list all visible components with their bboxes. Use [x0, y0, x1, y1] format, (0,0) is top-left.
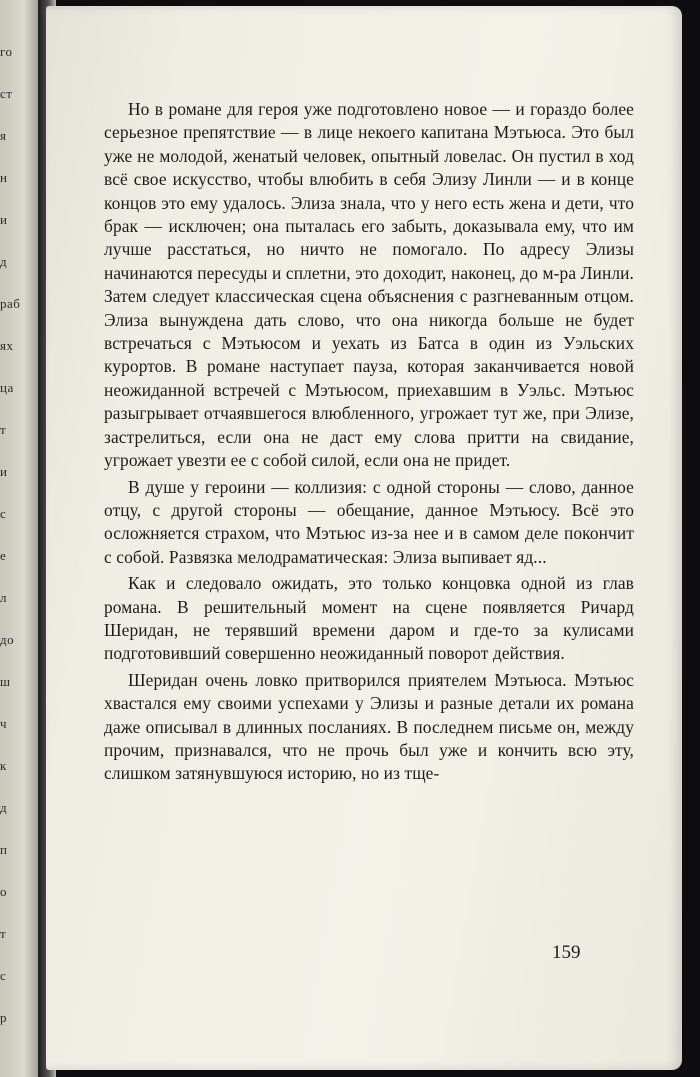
facing-page-text: к	[0, 758, 7, 773]
facing-page-text: т	[0, 422, 7, 437]
facing-page-text: го	[0, 44, 13, 59]
facing-page-text: ст	[0, 86, 13, 101]
facing-page-text: н	[0, 170, 8, 185]
book-page	[46, 6, 682, 1070]
paragraph-3: Как и следовало ожидать, это только концовка одной из глав романа. В решительный момент на сцене появляется Ричард Шеридан, не терявший времени даром и где-то за кулисами подготовивший совершенно неожиданный поворот действия.	[104, 573, 634, 664]
facing-page-text: раб	[0, 296, 21, 311]
facing-page-text: о	[0, 884, 7, 899]
facing-page-text: с	[0, 506, 7, 521]
facing-page-text: е	[0, 548, 7, 563]
paragraph-4: Шеридан очень ловко притворился приятелем Мэтьюса. Мэтьюс хвастался ему своими успехами у Элизы и разные детали их романа даже описывал в длинных посланиях. В последнем письме он, между прочим, признавался, что не прочь был уже и кончить всю эту, слишком затянувшуюся историю, но из тще-	[104, 669, 634, 784]
facing-page-text: ца	[0, 380, 14, 395]
facing-page-text: я	[0, 128, 7, 143]
facing-page-text: д	[0, 800, 8, 815]
facing-page-text: р	[0, 1010, 7, 1025]
facing-page-text: и	[0, 212, 8, 227]
facing-page-text: с	[0, 968, 7, 983]
facing-page-text: ш	[0, 674, 11, 689]
facing-page-text: до	[0, 632, 15, 647]
facing-page-text: п	[0, 842, 8, 857]
facing-page-text: д	[0, 254, 8, 269]
facing-page-text: ях	[0, 338, 14, 353]
page-number: 159	[552, 942, 581, 963]
paragraph-2: В душе у героини — коллизия: с одной стороны — слово, данное отцу, с другой стороны — обещание, данное Мэтьюсу. Всё это осложняется страхом, что Мэтьюс из-за нее и в самом деле покончит с собой. Развязка мелодраматическая: Элиза выпивает яд...	[104, 476, 634, 567]
facing-page-text: т	[0, 926, 7, 941]
facing-page-text: л	[0, 590, 7, 605]
facing-page-text: и	[0, 464, 8, 479]
paragraph-1: Но в романе для героя уже подготовлено новое — и гораздо более серьезное препятствие — в лице некоего капитана Мэтьюса. Это был уже не молодой, женатый человек, опытный ловелас. Он пустил в ход всё свое искусство, чтобы влюбить в себя Элизу Линли — и в конце концов это ему удалось. Элиза знала, что у него есть жена и дети, что брак — исключен; она пыталась его забыть, доказывала ему, что им лучше расстаться, но ничто не помогало. По адресу Элизы начинаются пересуды и сплетни, это доходит, наконец, до м-ра Линли. Затем следует классическая сцена объяснения с разгневанным отцом. Элиза вынуждена дать слово, что она никогда больше не будет встречаться с Мэтьюсом и уехать из Батса в один из Уэльских курортов. В романе наступает пауза, которая заканчивается новой неожиданной встречей с Мэтьюсом, приехавшим в Уэльс. Мэтьюс разыгрывает отчаявшегося влюбленного, угрожает тут же, при Элизе, застрелиться, если она не даст ему слова притти на свидание, угрожает увезти ее с собой силой, если она не придет.	[104, 99, 634, 471]
body-text	[104, 98, 634, 786]
facing-page-text: ч	[0, 716, 8, 731]
